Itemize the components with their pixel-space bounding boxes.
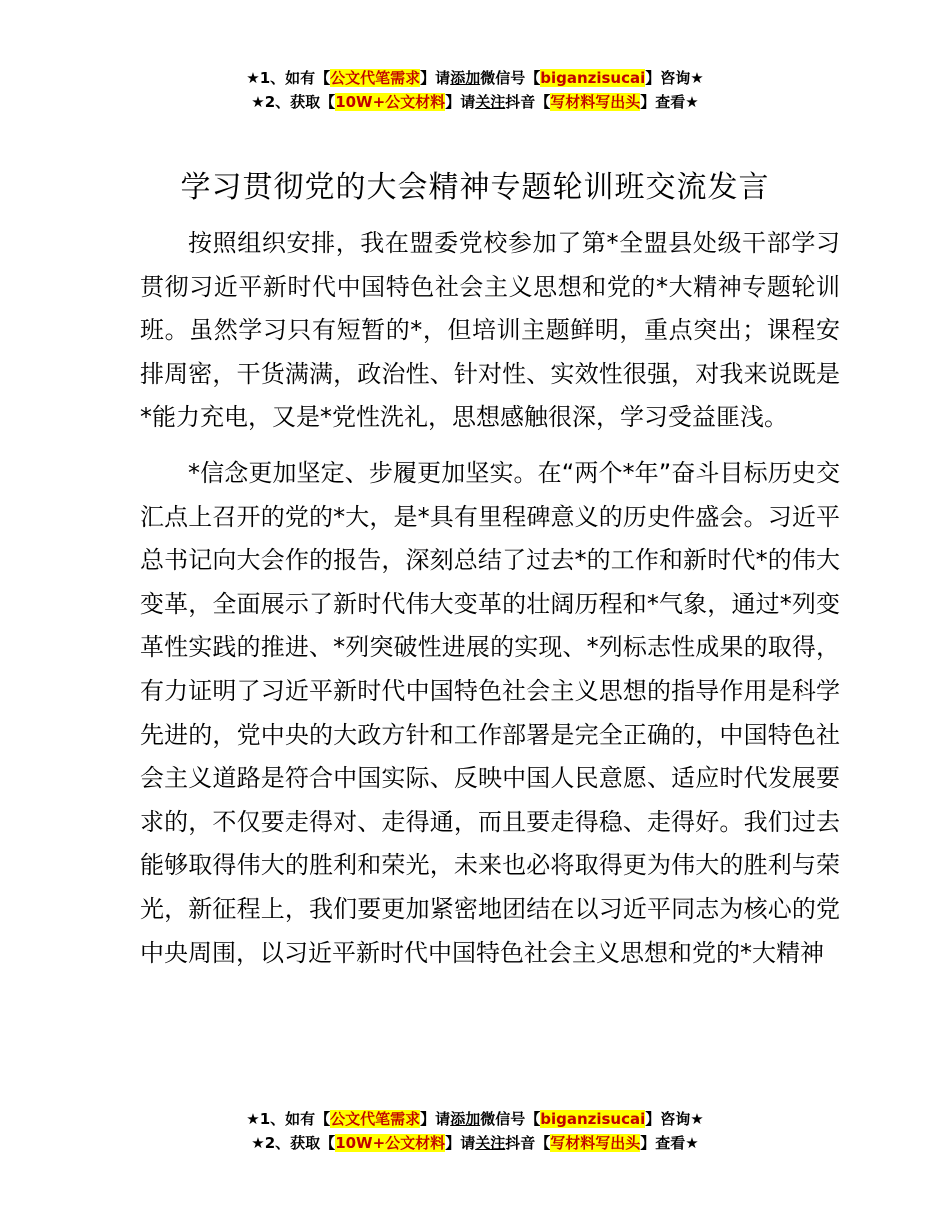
wechat-id-highlight: biganzisucai (540, 1110, 646, 1128)
underlined-text: 关注 (475, 93, 506, 111)
banner-line-2 (0, 1131, 950, 1155)
banner-text: 】查看★ (640, 1134, 699, 1152)
banner-line-1 (0, 66, 950, 90)
banner-text: 】请 (420, 1110, 451, 1128)
underlined-text: 添加 (450, 69, 481, 87)
footer-banner (0, 1107, 950, 1155)
banner-text: 】请 (420, 69, 451, 87)
highlight-text: 10W+公文材料 (335, 93, 446, 111)
banner-text: 】咨询★ (645, 1110, 704, 1128)
body-paragraph-2: *信念更加坚定、步履更加坚实。在“两个*年”奋斗目标历史交汇点上召开的党的*大，是*具有里程碑意义的历史件盛会。习近平总书记向大会作的报告，深刻总结了过去*的工作和新时代*的伟大变革，全面展示了新时代伟大变革的壮阔历程和*气象，通过*列变革性实践的推进、*列突破性进展的实现、*列标志性成果的取得，有力证明了习近平新时代中国特色社会主义思想的指导作用是科学先进的，党中央的大政方针和工作部署是完全正确的，中国特色社会主义道路是符合中国实际、反映中国人民意愿、适应时代发展要求的，不仅要走得对、走得通，而且要走得稳、走得好。我们过去能够取得伟大的胜利和荣光，未来也必将取得更为伟大的胜利与荣光，新征程上，我们要更加紧密地团结在以习近平同志为核心的党中央周围，以习近平新时代中国特色社会主义思想和党的*大精神 (140, 458, 840, 967)
banner-line-1 (0, 1107, 950, 1131)
document-body (140, 222, 840, 975)
banner-text: ★1、如有【 (246, 1110, 331, 1128)
banner-text: 】查看★ (640, 93, 699, 111)
document-title: 学习贯彻党的大会精神专题轮训班交流发言 (180, 170, 770, 205)
banner-line-2 (0, 90, 950, 114)
banner-text: ★2、获取【 (251, 1134, 336, 1152)
banner-text: 】请 (445, 93, 476, 111)
banner-text: ★2、获取【 (251, 93, 336, 111)
highlight-text: 公文代笔需求 (330, 69, 421, 87)
douyin-id-highlight: 写材料写出头 (550, 1134, 641, 1152)
banner-text: 】咨询★ (645, 69, 704, 87)
highlight-text: 10W+公文材料 (335, 1134, 446, 1152)
wechat-id-highlight: biganzisucai (540, 69, 646, 87)
header-banner (0, 66, 950, 114)
body-paragraph-1: 按照组织安排，我在盟委党校参加了第*全盟县处级干部学习贯彻习近平新时代中国特色社会主义思想和党的*大精神专题轮训班。虽然学习只有短暂的*，但培训主题鲜明，重点突出；课程安排周密，干货满满，政治性、针对性、实效性很强，对我来说既是*能力充电，又是*党性洗礼，思想感触很深，学习受益匪浅。 (140, 229, 840, 432)
underlined-text: 关注 (475, 1134, 506, 1152)
banner-text: 微信号【 (480, 1110, 541, 1128)
banner-text: 】请 (445, 1134, 476, 1152)
douyin-id-highlight: 写材料写出头 (550, 93, 641, 111)
highlight-text: 公文代笔需求 (330, 1110, 421, 1128)
banner-text: 抖音【 (505, 1134, 551, 1152)
banner-text: 微信号【 (480, 69, 541, 87)
banner-text: ★1、如有【 (246, 69, 331, 87)
underlined-text: 添加 (450, 1110, 481, 1128)
banner-text: 抖音【 (505, 93, 551, 111)
